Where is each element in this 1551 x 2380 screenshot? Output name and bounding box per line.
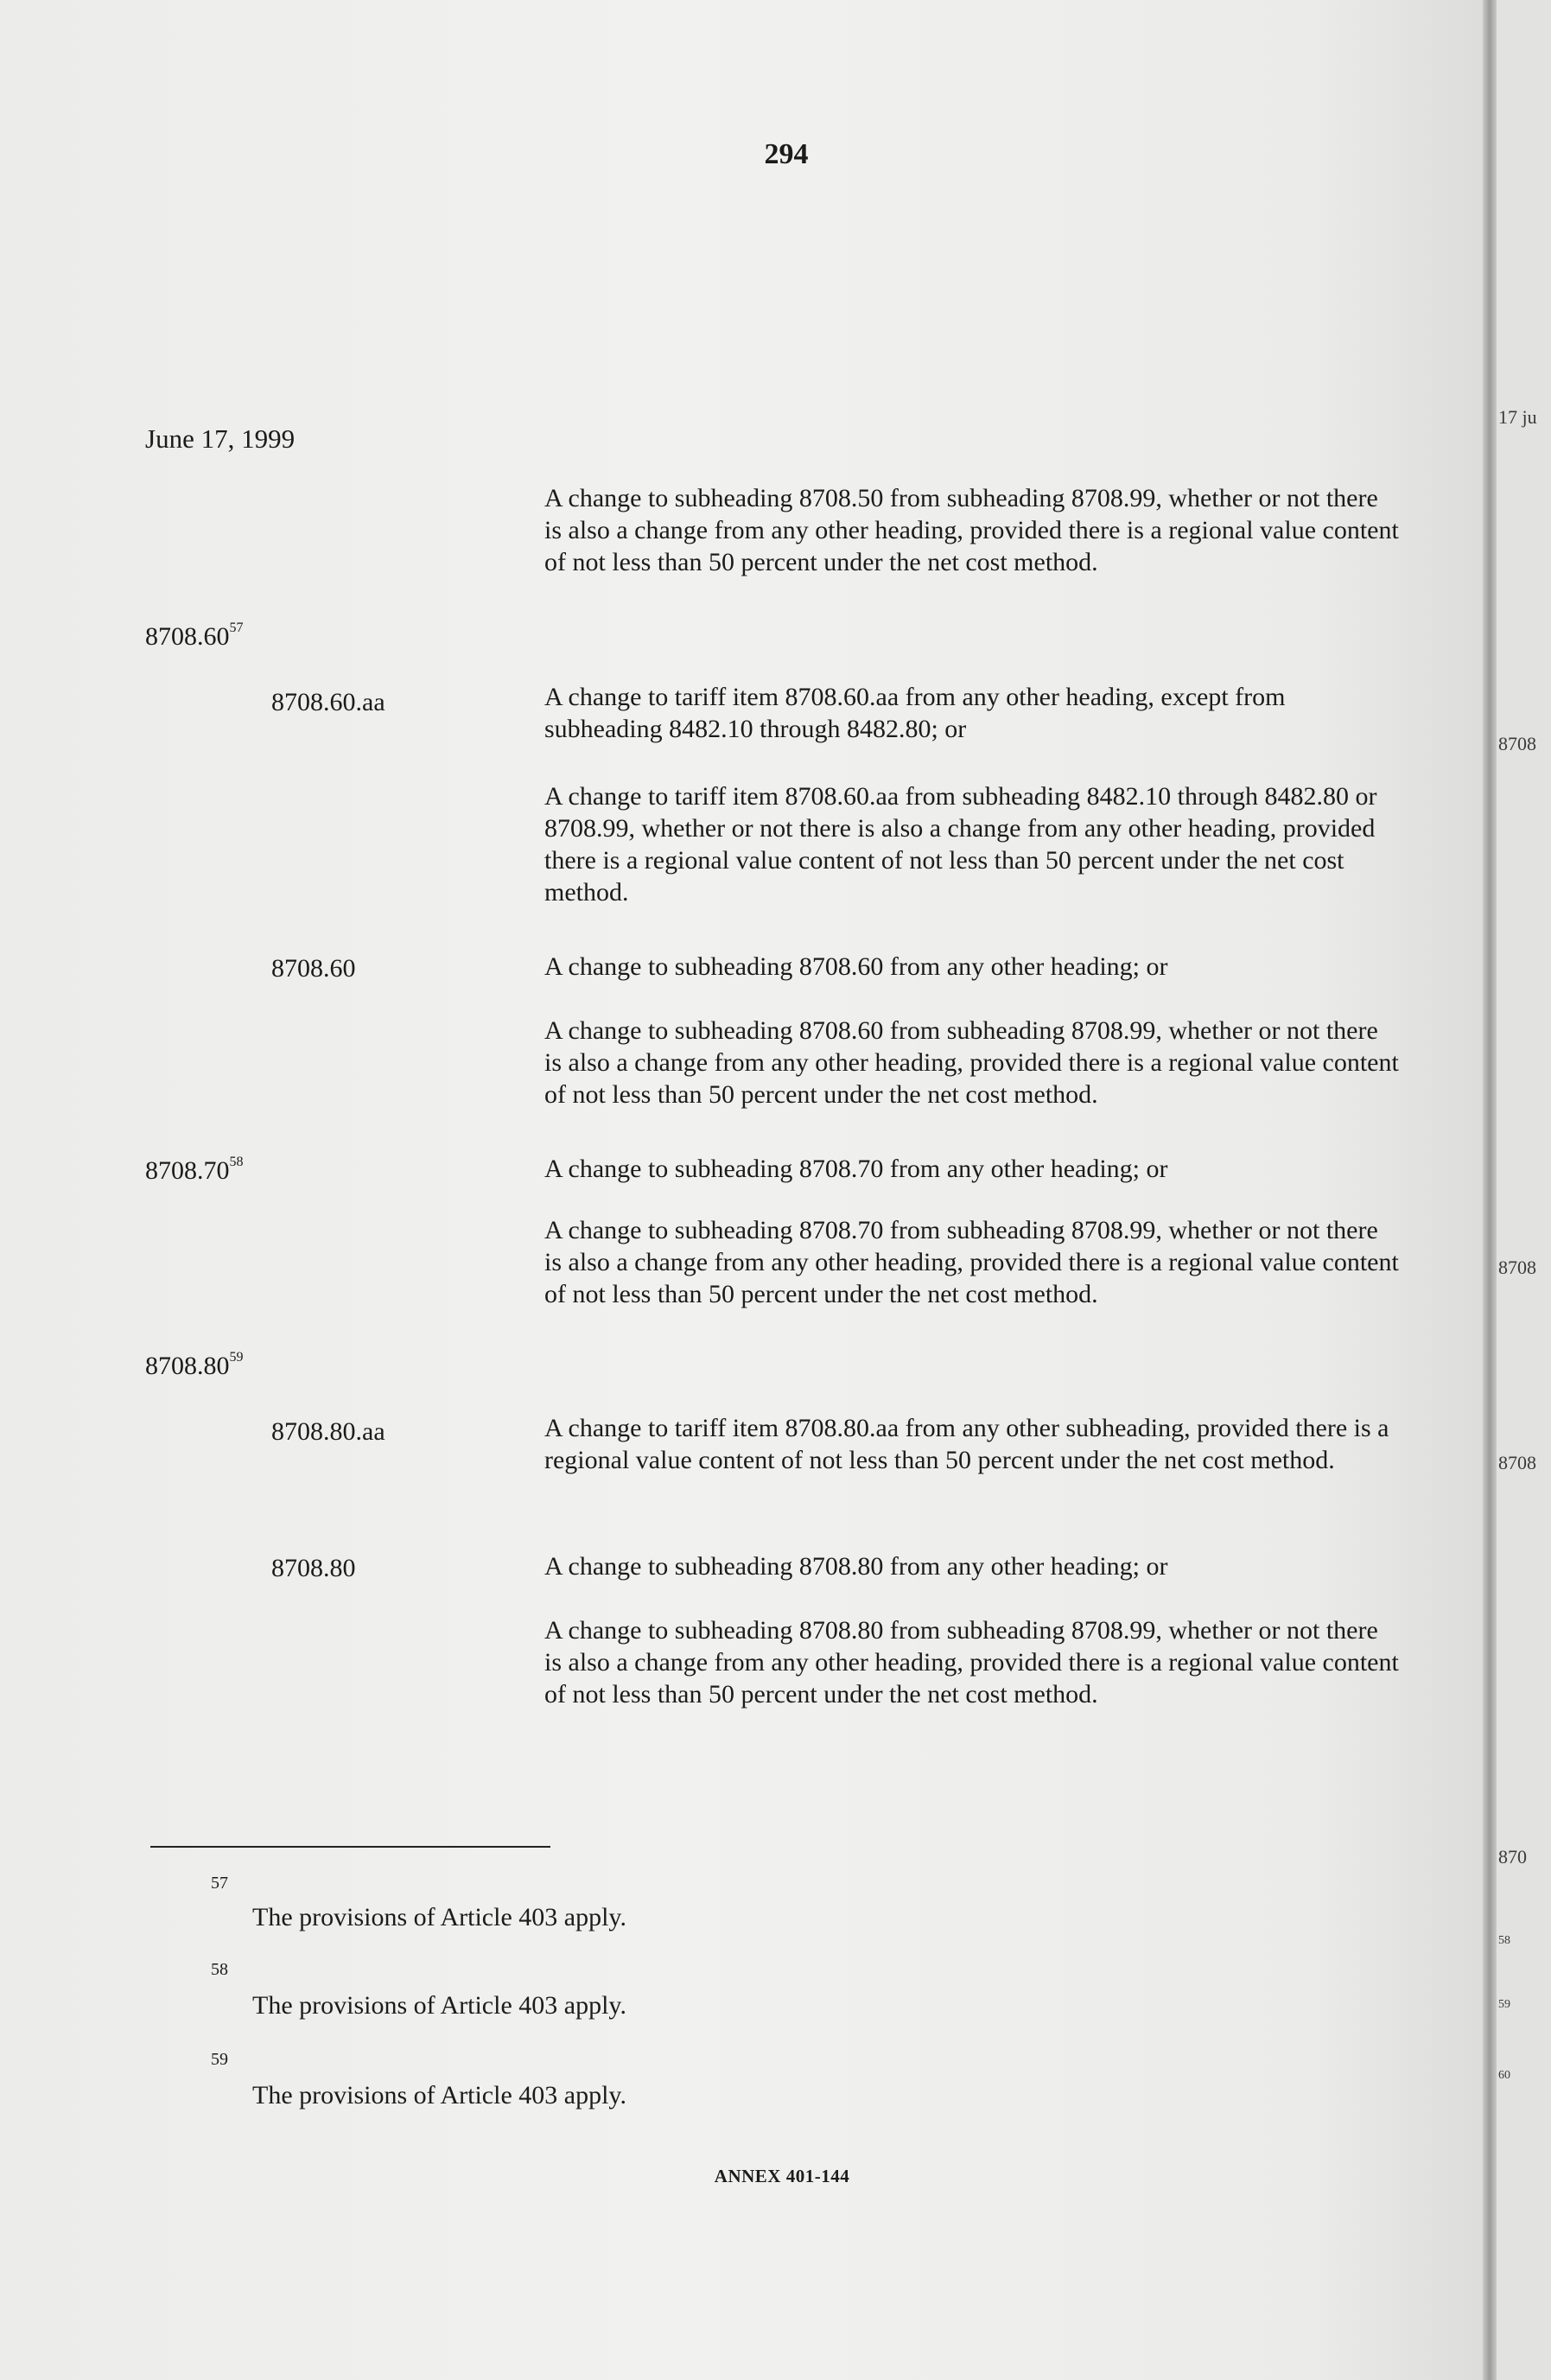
heading-code (145, 1352, 244, 1381)
subheading-code: 8708.60 (271, 954, 356, 983)
document-date: June 17, 1999 (145, 423, 296, 454)
adjacent-page-edge (1497, 0, 1551, 2380)
footnote-ref: 57 (229, 620, 244, 635)
edge-text: 8708 (1498, 1257, 1536, 1278)
rule-text: A change to tariff item 8708.60.aa from any other heading, except from subheading 8482.10 through 8482.80; or (544, 683, 1286, 743)
footnote-ref: 59 (229, 1350, 244, 1365)
annex-footer: ANNEX 401-144 (714, 2166, 850, 2186)
rule-text: A change to subheading 8708.50 from subheading 8708.99, whether or not there is also a change from any other heading, provided there is a regional value content of not less than 50 percent under the net cost method. (544, 484, 1399, 576)
rule-text: A change to subheading 8708.60 from subheading 8708.99, whether or not there is also a change from any other heading, provided there is a regional value content of not less than 50 percent under the net cost method. (544, 1016, 1399, 1109)
subheading-code: 8708.80 (271, 1554, 356, 1582)
footnote-divider (150, 1846, 550, 1848)
rule-text: A change to tariff item 8708.60.aa from subheading 8482.10 through 8482.80 or 8708.99, whether or not there is also a change from any other heading, provided there is a regional value content of not less than 50 percent under the net cost method. (544, 782, 1377, 907)
edge-text: 8708 (1498, 733, 1536, 754)
book-gutter (1483, 0, 1497, 2380)
footnote-text: The provisions of Article 403 apply. (252, 2081, 626, 2110)
rule-text: A change to subheading 8708.60 from any other heading; or (544, 952, 1168, 981)
page-number: 294 (764, 138, 809, 170)
edge-text: 17 ju (1498, 406, 1537, 428)
edge-text: 60 (1498, 2069, 1510, 2082)
footnote-number: 57 (211, 1874, 228, 1893)
edge-text: 59 (1498, 1998, 1510, 2011)
heading-code (145, 622, 244, 652)
rule-text: A change to subheading 8708.80 from subheading 8708.99, whether or not there is also a change from any other heading, provided there is a regional value content of not less than 50 percent under the net cost method. (544, 1616, 1399, 1709)
footnote-number: 58 (211, 1960, 228, 1979)
heading-code (145, 1156, 244, 1186)
heading-code-number: 8708.80 (145, 1352, 230, 1380)
rule-text: A change to subheading 8708.70 from subheading 8708.99, whether or not there is also a change from any other heading, provided there is a regional value content of not less than 50 percent under the net cost method. (544, 1216, 1399, 1308)
rule-text: A change to subheading 8708.70 from any other heading; or (544, 1155, 1168, 1183)
footnote-ref: 58 (229, 1155, 244, 1169)
tariff-item-code: 8708.80.aa (271, 1417, 385, 1446)
edge-text: 870 (1498, 1846, 1527, 1868)
footnote-number: 59 (211, 2050, 228, 2069)
edge-text: 58 (1498, 1934, 1510, 1947)
heading-code-number: 8708.60 (145, 622, 230, 651)
tariff-item-code: 8708.60.aa (271, 688, 385, 716)
footnote-text: The provisions of Article 403 apply. (252, 1991, 626, 2020)
footnote-text: The provisions of Article 403 apply. (252, 1903, 626, 1931)
rule-text: A change to tariff item 8708.80.aa from any other subheading, provided there is a regional value content of not less than 50 percent under the net cost method. (544, 1414, 1389, 1474)
heading-code-number: 8708.70 (145, 1156, 230, 1185)
rule-text: A change to subheading 8708.80 from any other heading; or (544, 1552, 1168, 1581)
edge-text: 8708 (1498, 1452, 1536, 1473)
